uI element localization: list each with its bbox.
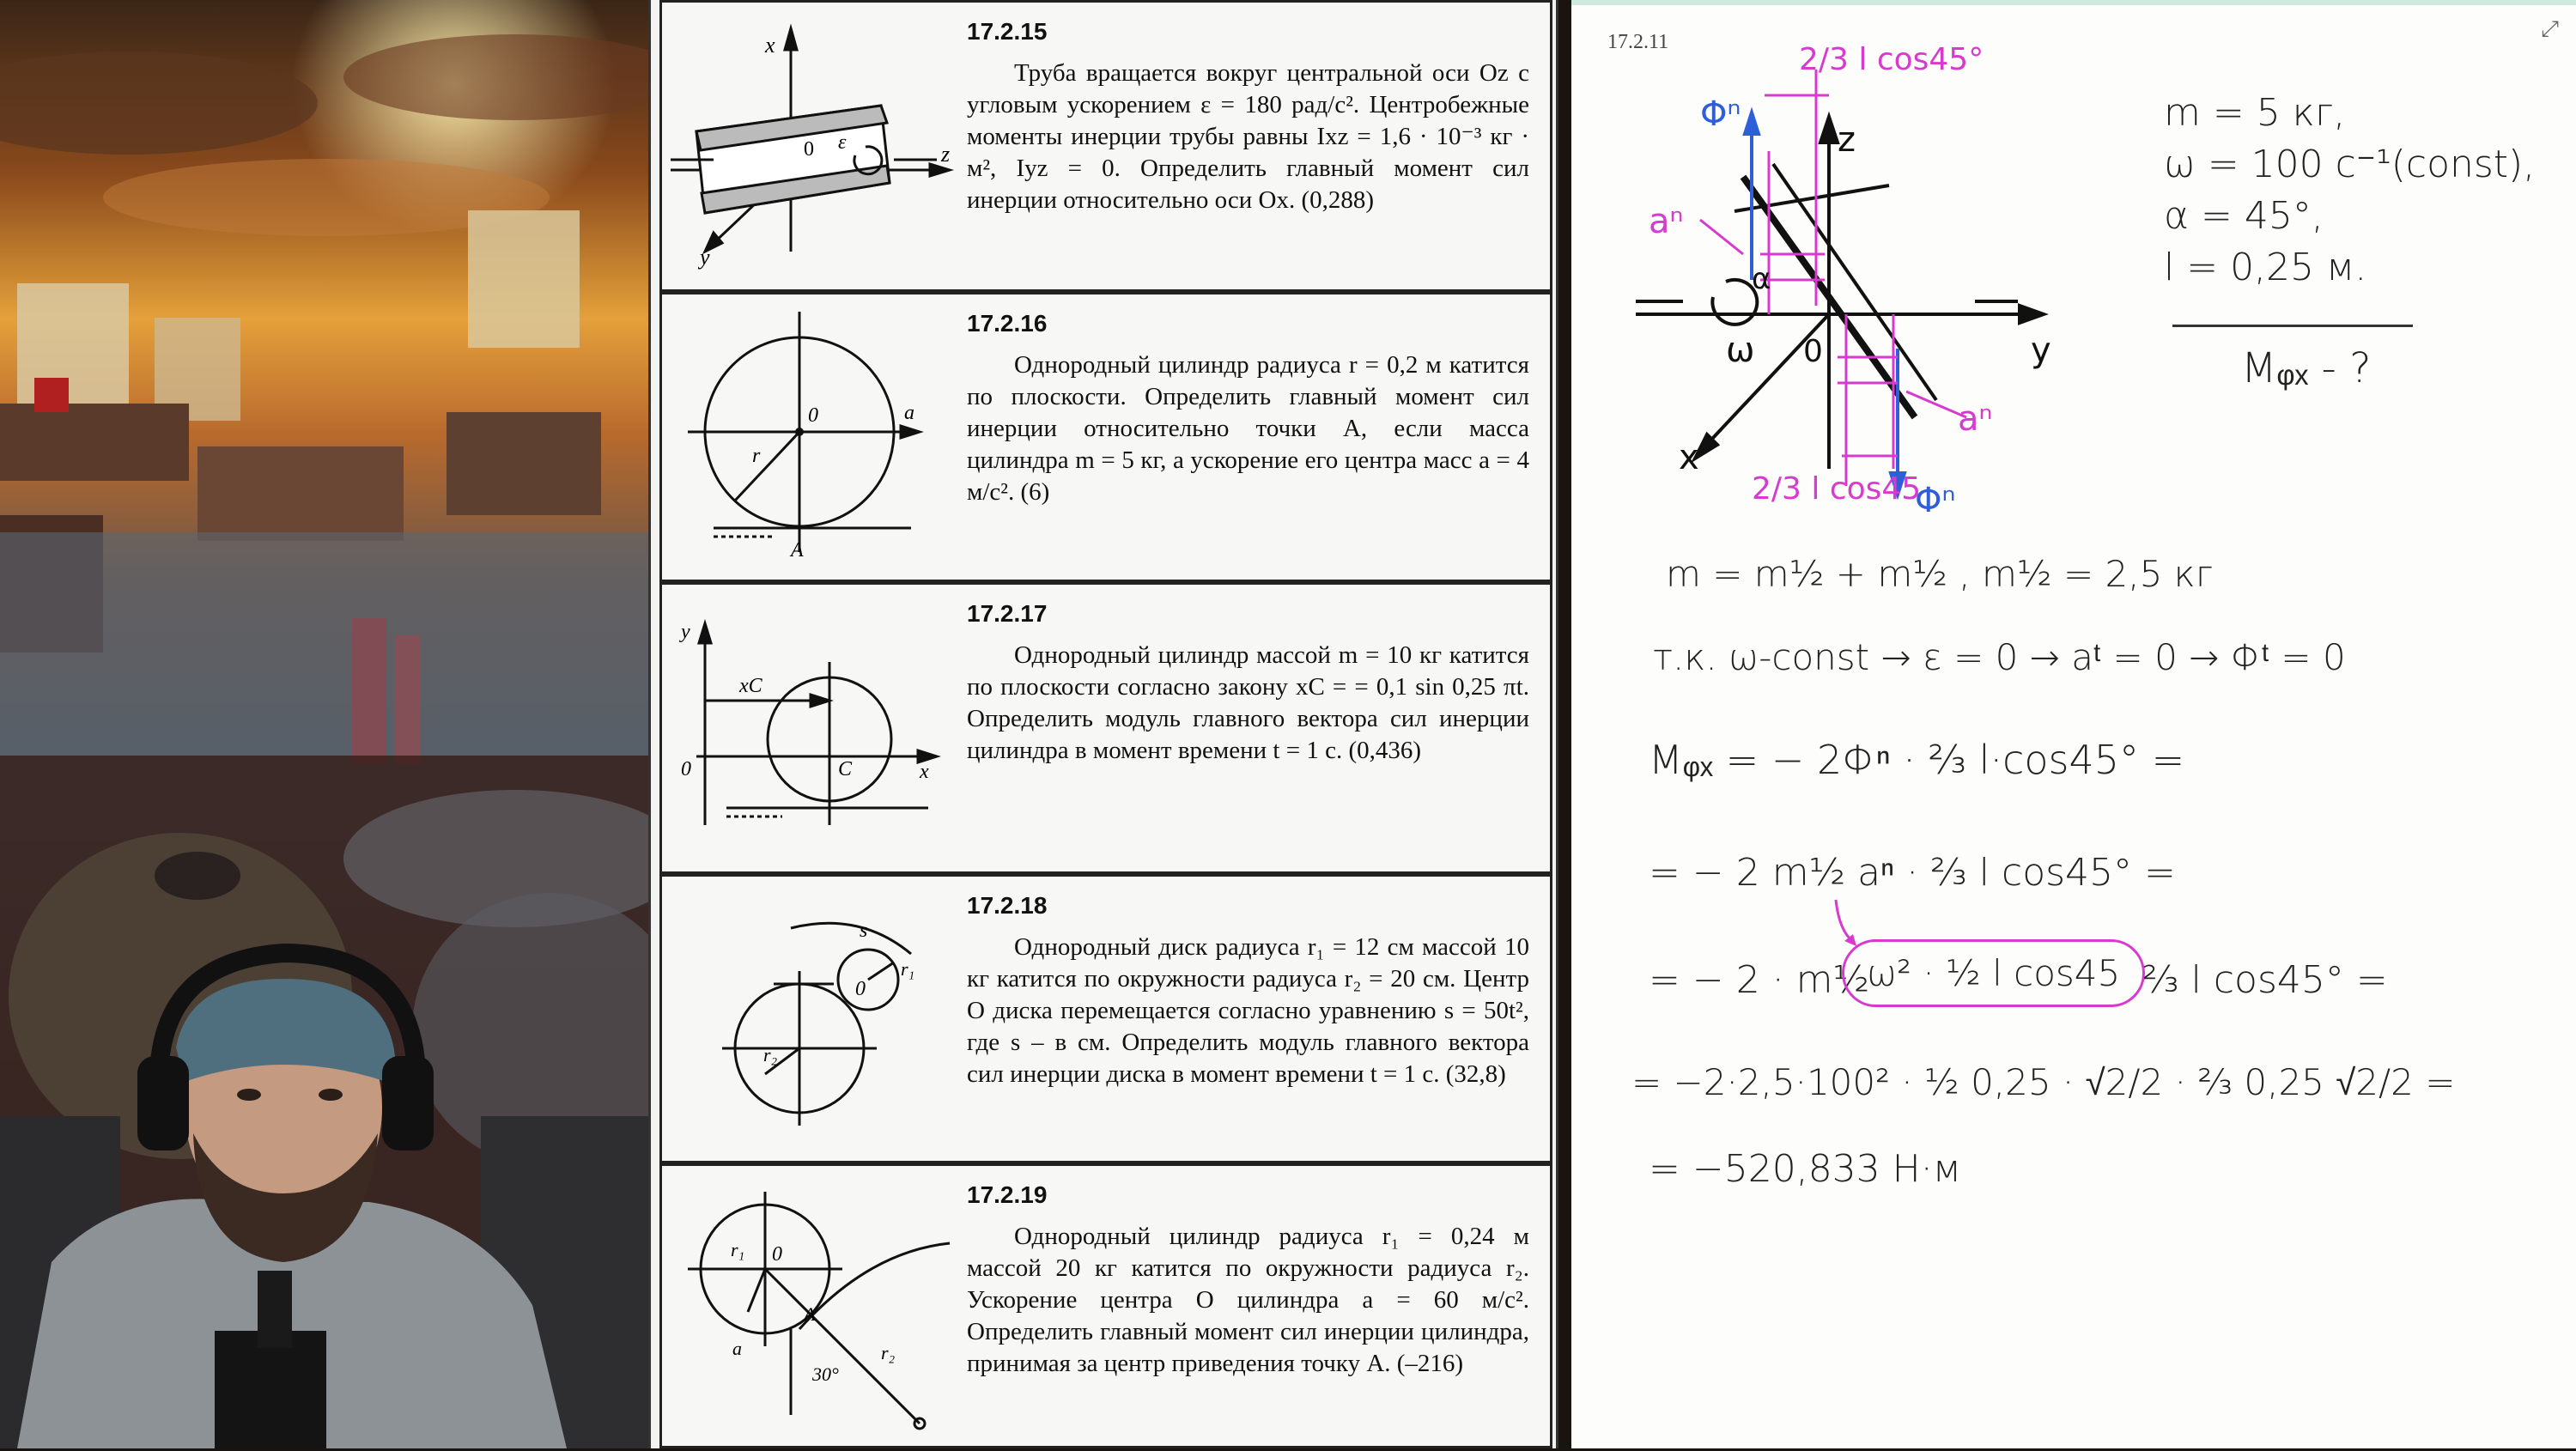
problem-text: Однородный диск радиуса r₁ = 12 см массой 10 кг катится по окружности радиуса r₂ = 20 см. Центр O диска перемещается согласно уравнению s = 50t², где s – в см. Определить модуль главного вектора сил инерции диска в момент времени t = 1 с. (32,8) <box>967 933 1529 1088</box>
problem-17-2-17 <box>659 582 1552 874</box>
find-label: Mᵩₓ - ? <box>2241 344 2372 392</box>
whiteboard-diagram <box>1631 22 2112 520</box>
problem-text: Однородный цилиндр радиуса r₁ = 0,24 м массой 20 кг катится по окружности радиуса r₂. Ускорение центра O цилиндра a = 60 м/с². Определить главный момент сил инерции цилиндра, принимая за центр приведения точку A. (–216) <box>967 1223 1529 1377</box>
problem-number: 17.2.17 <box>967 600 1048 627</box>
phi-bottom-label: Φⁿ <box>1915 481 1956 520</box>
axis-label-z: z <box>1838 120 1856 160</box>
problem-number: 17.2.18 <box>967 892 1048 919</box>
center-label: 0 <box>772 1243 782 1266</box>
axis-label-y: y <box>681 621 690 643</box>
axis-label-y: y <box>2031 331 2051 370</box>
center-label: 0 <box>808 404 818 427</box>
phi-top-label: Φⁿ <box>1700 94 1741 134</box>
dim-label-top: 2/3 l cos45° <box>1799 42 1984 77</box>
figure-rotating-pipe <box>662 3 963 294</box>
given-mass: m = 5 кг, <box>2164 91 2346 135</box>
problem-tag: 17.2.11 <box>1607 31 1669 53</box>
epsilon-label: ε <box>838 131 847 154</box>
r1-label: r₁ <box>731 1239 745 1260</box>
problem-17-2-16 <box>659 292 1552 582</box>
center-label: 0 <box>855 978 866 1000</box>
point-a-label: A <box>791 539 804 562</box>
center-label: C <box>838 758 853 780</box>
dim-label-bottom: 2/3 l cos45 <box>1752 471 1922 507</box>
solution-line-1: m = m½ + m½ , m½ = 2,5 кг <box>1666 553 2214 595</box>
solution-line-2: т.к. ω-const → ε = 0 → aᵗ = 0 → Φᵗ = 0 <box>1653 636 2346 678</box>
angle-label: 30° <box>812 1363 839 1385</box>
axis-label-x: x <box>920 761 929 783</box>
origin-label: 0 <box>1803 334 1823 369</box>
s-label: s <box>860 920 868 942</box>
given-alpha: α = 45°, <box>2164 194 2324 238</box>
figure-disk-circle <box>662 877 963 1166</box>
problem-number: 17.2.19 <box>967 1181 1048 1208</box>
solution-line-6: = −2·2,5·100² · ½ 0,25 · √2/2 · ⅔ 0,25 √2/2 = <box>1631 1061 2456 1103</box>
problem-text: Труба вращается вокруг центральной оси Oz с угловым ускорением ε = 180 рад/с². Центробежные моменты инерции трубы равны Ixz = 1,6 · 10⁻³ кг · м², Iyz = 0. Определить главный момент сил инерции относительно оси Ox. (0,288) <box>967 59 1529 214</box>
xc-label: xC <box>739 675 762 697</box>
axis-label-x: x <box>765 33 775 58</box>
stream-video-panel <box>0 0 648 1448</box>
figure-cylinder-plane <box>662 294 963 585</box>
omega-label: ω <box>1726 331 1755 370</box>
problem-number: 17.2.15 <box>967 18 1048 45</box>
problem-number: 17.2.16 <box>967 310 1048 337</box>
game-background-image <box>0 0 648 1448</box>
figure-cylinder-circle <box>662 1166 963 1451</box>
problem-text: Однородный цилиндр массой m = 10 кг катится по плоскости согласно закону xC = = 0,1 sin 0,25 πt. Определить модуль главного вектора сил инерции цилиндра в момент времени t = 1 с. (0,436) <box>967 641 1529 764</box>
solution-line-5-tail: ⅔ l cos45° = <box>2142 958 2388 1002</box>
r2-label: r₂ <box>881 1342 896 1363</box>
expand-icon[interactable]: ⤢ <box>2541 15 2559 41</box>
problem-17-2-18 <box>659 874 1552 1163</box>
substitution-arrow <box>1829 898 1863 950</box>
figure-cylinder-law <box>662 585 963 877</box>
textbook-page <box>648 0 1558 1448</box>
axis-label-z: z <box>941 142 951 167</box>
alpha-label: α <box>1752 262 1771 296</box>
origin-label: 0 <box>804 138 814 161</box>
solution-line-5: = − 2 · m½ <box>1649 958 1870 1002</box>
given-divider <box>2172 325 2413 327</box>
solution-line-4: = − 2 m½ aⁿ · ⅔ l cos45° = <box>1649 851 2176 895</box>
accel-label: a <box>732 1338 742 1359</box>
problem-17-2-15 <box>659 0 1552 292</box>
r1-label: r₁ <box>901 958 915 980</box>
origin-label: 0 <box>681 758 691 780</box>
r2-label: r₂ <box>763 1044 778 1065</box>
radius-label: r <box>752 445 761 467</box>
solution-line-3: Mᵩₓ = − 2Φⁿ · ⅔ l·cos45° = <box>1649 737 2185 783</box>
given-length: l = 0,25 м. <box>2164 246 2367 289</box>
whiteboard-panel <box>1571 0 2576 1448</box>
given-omega: ω = 100 с⁻¹(const), <box>2164 143 2536 186</box>
highlight-substitution: ω² · ½ l cos45 <box>1842 939 2145 1007</box>
solution-result: = −520,833 Н·м <box>1649 1147 1961 1191</box>
an-right-label: aⁿ <box>1958 399 1993 439</box>
axis-label-x: x <box>1679 438 1699 477</box>
accel-label: a <box>904 402 914 424</box>
point-a-label: A <box>804 1303 816 1325</box>
axis-label-y: y <box>700 245 710 270</box>
problem-17-2-19 <box>659 1163 1552 1448</box>
an-left-label: aⁿ <box>1649 202 1684 241</box>
problem-text: Однородный цилиндр радиуса r = 0,2 м катится по плоскости. Определить главный момент сил инерции относительно точки A, если масса цилиндра m = 5 кг, а ускорение его центра масс a = 4 м/с². (6) <box>967 351 1529 506</box>
